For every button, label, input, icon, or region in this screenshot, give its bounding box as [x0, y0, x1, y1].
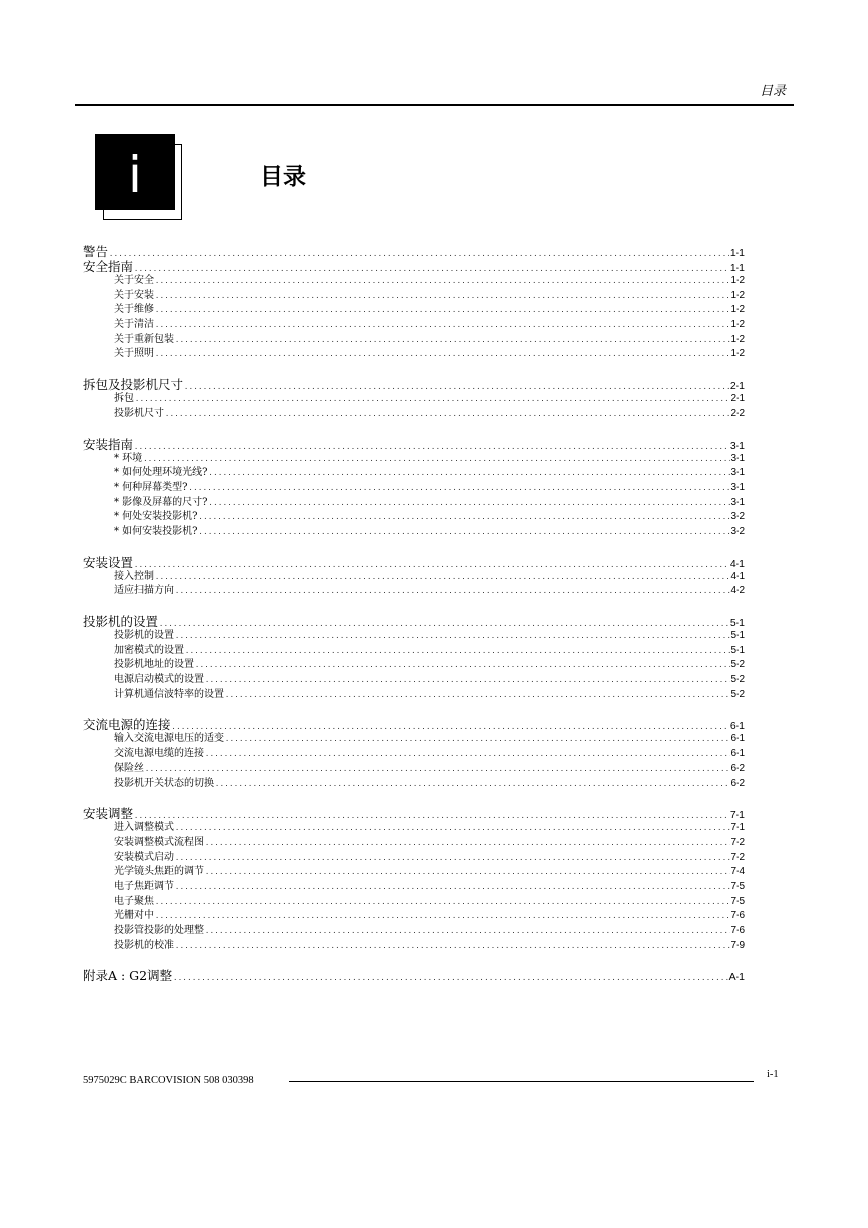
toc-entry[interactable]: [83, 510, 745, 525]
toc-entry-title: * 影像及屏幕的尺寸?: [114, 496, 208, 508]
toc-entry-page: 2-1: [730, 393, 745, 405]
toc-dot-leader: [215, 777, 730, 792]
toc-entry[interactable]: [83, 909, 745, 924]
toc-dot-leader: [189, 481, 730, 496]
toc-dot-leader: [145, 762, 730, 777]
toc-dot-leader: [205, 924, 730, 939]
toc-entry-page: 3-1: [730, 452, 745, 464]
toc-dot-leader: [209, 496, 730, 511]
header-rule: [75, 104, 794, 106]
toc-dot-leader: [209, 466, 730, 481]
toc-entry[interactable]: [83, 836, 745, 851]
toc-entry[interactable]: [83, 732, 745, 747]
toc-dot-leader: [205, 865, 730, 880]
toc-entry-page: 1-1: [729, 262, 745, 274]
toc-entry[interactable]: [83, 658, 745, 673]
toc-entry-title: 关于照明: [114, 348, 154, 360]
toc-entry-title: 安装调整模式流程图: [114, 836, 204, 848]
toc-entry-page: 6-1: [730, 733, 745, 745]
toc-entry[interactable]: [83, 555, 745, 570]
toc-entry-page: 7-6: [730, 910, 745, 922]
toc-entry[interactable]: [83, 274, 745, 289]
toc-entry-page: 3-1: [730, 496, 745, 508]
toc-entry-page: 3-2: [730, 511, 745, 523]
footer-rule: [289, 1081, 754, 1082]
toc-dot-leader: [175, 629, 730, 644]
toc-dot-leader: [155, 274, 730, 289]
toc-dot-leader: [195, 658, 730, 673]
toc-entry[interactable]: [83, 452, 745, 467]
toc-entry-title: 进入调整模式: [114, 822, 174, 834]
toc-entry-page: 1-2: [730, 304, 745, 316]
toc-dot-leader: [175, 821, 730, 836]
toc-entry[interactable]: [83, 570, 745, 585]
toc-entry[interactable]: [83, 347, 745, 362]
toc-entry-page: 1-2: [730, 319, 745, 331]
toc-entry[interactable]: [83, 880, 745, 895]
toc-entry-page: 5-2: [730, 674, 745, 686]
toc-entry-page: 7-6: [730, 925, 745, 936]
toc-entry[interactable]: [83, 968, 745, 983]
toc-dot-leader: [155, 570, 730, 585]
toc-entry-title: 拆包: [114, 393, 134, 405]
toc-entry[interactable]: [83, 777, 745, 792]
toc-entry-title: 加密模式的设置: [114, 644, 184, 656]
toc-dot-leader: [109, 247, 729, 262]
toc-entry-title: 保险丝: [114, 762, 144, 774]
toc-entry[interactable]: [83, 496, 745, 511]
toc-entry[interactable]: [83, 584, 745, 599]
toc-entry-page: 3-1: [730, 481, 745, 493]
toc-entry-page: A-1: [728, 971, 745, 984]
toc-entry[interactable]: [83, 407, 745, 422]
toc-entry-title: 交流电源的连接: [83, 717, 171, 733]
toc-dot-leader: [175, 880, 730, 895]
toc-entry[interactable]: [83, 303, 745, 318]
toc-entry-title: 安装模式启动: [114, 851, 174, 863]
toc-entry-title: 适应扫描方向: [114, 585, 174, 597]
toc-entry-title: * 何处安装投影机?: [114, 511, 198, 523]
toc-entry-page: 1-2: [730, 333, 745, 345]
logo-block: [95, 134, 175, 210]
toc-dot-leader: [135, 392, 730, 407]
toc-entry[interactable]: [83, 525, 745, 540]
toc-dot-leader: [155, 909, 730, 924]
toc-entry-page: 1-2: [730, 289, 745, 301]
toc-dot-leader: [173, 971, 728, 986]
toc-entry[interactable]: [83, 244, 745, 259]
toc-dot-leader: [175, 939, 730, 954]
toc-entry-title: * 环境: [114, 452, 143, 464]
toc-entry-page: 6-1: [729, 720, 745, 733]
toc-dot-leader: [155, 318, 730, 333]
toc-entry-title: * 何种屏幕类型?: [114, 481, 188, 493]
toc-entry-title: 拆包及投影机尺寸: [83, 377, 184, 393]
toc-entry[interactable]: [83, 851, 745, 866]
toc-entry-page: 7-5: [730, 895, 745, 907]
toc-dot-leader: [199, 525, 730, 540]
toc-entry-title: 关于清洁: [114, 319, 154, 331]
toc-dot-leader: [205, 836, 730, 851]
toc-entry-title: 光学镜头焦距的调节: [114, 866, 204, 878]
toc-entry[interactable]: [83, 821, 745, 836]
running-header: 目录: [759, 84, 786, 99]
toc-entry[interactable]: [83, 747, 745, 762]
page-title: 目录: [260, 164, 306, 190]
toc-dot-leader: [185, 644, 730, 659]
toc-entry-title: 电子焦距调节: [114, 880, 174, 892]
toc-entry-title: 警告: [83, 244, 109, 259]
toc-entry-title: 输入交流电源电压的适变: [114, 733, 224, 745]
toc-entry[interactable]: [83, 466, 745, 481]
toc-entry-page: 7-1: [730, 822, 745, 834]
toc-entry-page: 7-5: [730, 880, 745, 892]
toc-entry-title: 接入控制: [114, 570, 154, 582]
toc-entry-page: 7-9: [730, 939, 745, 951]
table-of-contents: [83, 244, 745, 983]
toc-entry[interactable]: [83, 865, 745, 880]
toc-entry-title: 关于安装: [114, 289, 154, 301]
toc-entry-title: 投影机开关状态的切换: [114, 777, 214, 789]
toc-entry-page: 3-1: [730, 467, 745, 479]
toc-entry[interactable]: [83, 806, 745, 821]
toc-entry-page: 1-2: [730, 275, 745, 286]
toc-entry-title: 安装设置: [83, 554, 134, 570]
toc-entry-page: 2-2: [730, 407, 745, 419]
toc-entry-title: 光栅对中: [114, 910, 154, 922]
toc-entry[interactable]: [83, 614, 745, 629]
toc-entry-page: 5-2: [730, 688, 745, 700]
toc-entry-page: 5-2: [730, 659, 745, 671]
toc-dot-leader: [155, 895, 730, 910]
toc-dot-leader: [199, 510, 730, 525]
toc-entry[interactable]: [83, 629, 745, 644]
toc-entry[interactable]: [83, 673, 745, 688]
toc-dot-leader: [205, 673, 730, 688]
toc-entry-title: 交流电源电缆的连接: [114, 748, 204, 760]
toc-entry-title: 投影机的设置: [114, 630, 174, 641]
toc-entry[interactable]: [83, 762, 745, 777]
toc-entry-page: 2-1: [729, 380, 745, 393]
toc-entry[interactable]: [83, 333, 745, 348]
toc-entry-title: 电源启动模式的设置: [114, 674, 204, 686]
toc-entry-page: 6-2: [730, 762, 745, 774]
toc-dot-leader: [165, 407, 730, 422]
toc-entry-page: 1-2: [730, 348, 745, 360]
toc-entry[interactable]: [83, 259, 745, 274]
toc-entry-title: 投影机的设置: [83, 614, 159, 629]
toc-entry-page: 1-1: [729, 247, 745, 259]
toc-entry-title: * 如何安装投影机?: [114, 525, 198, 537]
toc-entry-title: 投影机的校准: [114, 939, 174, 951]
toc-entry[interactable]: [83, 895, 745, 910]
toc-entry[interactable]: [83, 392, 745, 407]
toc-entry-title: 计算机通信波特率的设置: [114, 688, 224, 700]
toc-entry[interactable]: [83, 717, 745, 732]
toc-entry[interactable]: [83, 688, 745, 703]
toc-entry-page: 3-2: [730, 525, 745, 537]
toc-entry[interactable]: [83, 939, 745, 954]
toc-entry[interactable]: [83, 924, 745, 939]
toc-dot-leader: [155, 303, 730, 318]
toc-entry-title: 关于维修: [114, 304, 154, 316]
toc-dot-leader: [205, 747, 730, 762]
toc-entry-page: 6-1: [730, 748, 745, 760]
toc-entry-title: 关于安全: [114, 275, 154, 286]
toc-entry-page: 5-1: [729, 617, 745, 629]
toc-entry-page: 7-4: [730, 866, 745, 878]
toc-entry-page: 4-1: [730, 570, 745, 582]
toc-entry[interactable]: [83, 437, 745, 452]
toc-entry[interactable]: [83, 481, 745, 496]
info-i-icon: i: [128, 146, 142, 204]
toc-entry-title: 安装调整: [83, 806, 134, 822]
toc-entry-title: 安装指南: [83, 436, 134, 452]
toc-dot-leader: [155, 347, 730, 362]
toc-entry-title: 投影管投影的处理整: [114, 925, 204, 936]
toc-entry[interactable]: [83, 644, 745, 659]
toc-entry-page: 5-1: [730, 630, 745, 641]
toc-entry-page: 4-2: [730, 585, 745, 597]
toc-entry-page: 7-2: [730, 836, 745, 848]
toc-dot-leader: [175, 584, 730, 599]
toc-dot-leader: [143, 452, 729, 467]
toc-dot-leader: [175, 851, 730, 866]
toc-entry-title: 附录A : G2调整: [83, 968, 173, 984]
toc-entry-title: 投影机地址的设置: [114, 659, 194, 671]
toc-entry[interactable]: [83, 289, 745, 304]
footer-page-number: i-1: [767, 1069, 779, 1080]
toc-entry-title: 投影机尺寸: [114, 407, 164, 419]
toc-entry-page: 3-1: [729, 439, 745, 452]
toc-dot-leader: [225, 732, 730, 747]
toc-entry[interactable]: [83, 377, 745, 392]
toc-dot-leader: [175, 333, 730, 348]
toc-entry-title: 安全指南: [83, 259, 134, 274]
toc-dot-leader: [225, 688, 730, 703]
toc-entry[interactable]: [83, 318, 745, 333]
toc-entry-title: 电子聚焦: [114, 895, 154, 907]
toc-entry-page: 7-2: [730, 851, 745, 863]
toc-entry-page: 4-1: [729, 557, 745, 570]
toc-entry-page: 6-2: [730, 777, 745, 789]
toc-entry-title: * 如何处理环境光线?: [114, 467, 208, 479]
toc-dot-leader: [155, 289, 730, 304]
toc-entry-page: 7-1: [729, 809, 745, 822]
toc-entry-page: 5-1: [730, 644, 745, 656]
footer-document-code: 5975029C BARCOVISION 508 030398: [83, 1075, 254, 1086]
toc-entry-title: 关于重新包装: [114, 333, 174, 345]
